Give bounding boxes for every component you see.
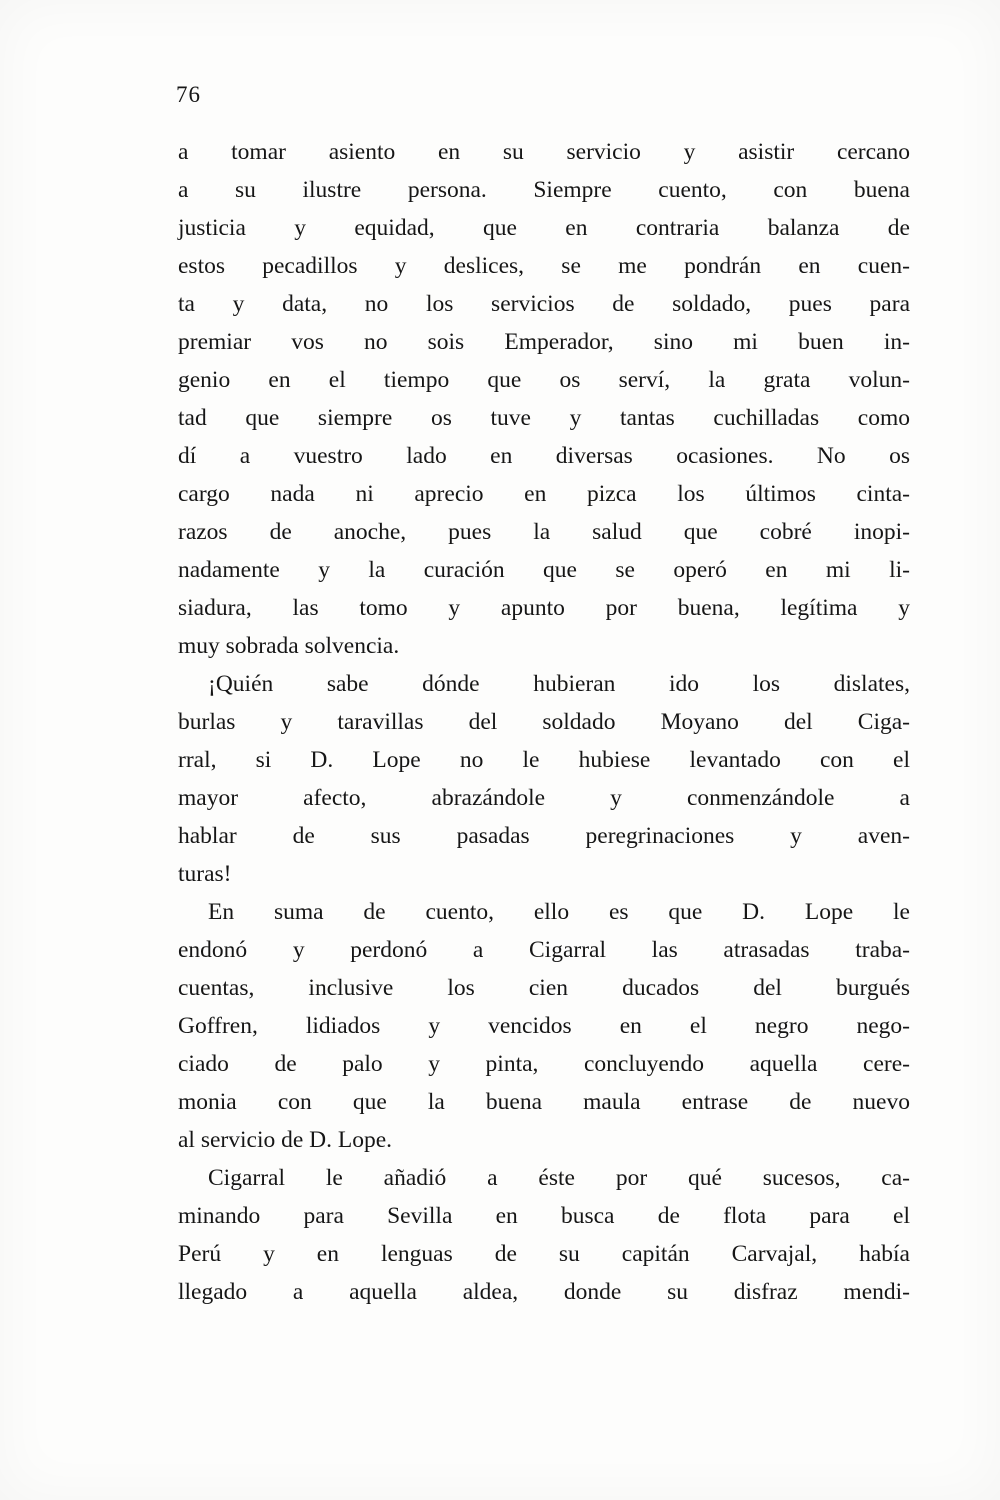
text-line: al servicio de D. Lope.: [178, 1127, 393, 1153]
text-line: a tomar asiento en su servicio y asistir cercano: [178, 139, 910, 165]
text-line: dí a vuestro lado en diversas ocasiones. No os: [178, 443, 910, 469]
paragraph: [178, 665, 910, 893]
text-line: genio en el tiempo que os serví, la grata volun-: [178, 367, 910, 393]
text-line: cuentas, inclusive los cien ducados del burgués: [178, 975, 910, 1001]
text-line: nadamente y la curación que se operó en mi li-: [178, 557, 910, 583]
text-line: mayor afecto, abrazándole y conmenzándole a: [178, 785, 910, 811]
text-line: a su ilustre persona. Siempre cuento, con buena: [178, 177, 910, 203]
text-line: turas!: [178, 861, 232, 887]
paragraph: [178, 893, 910, 1159]
paragraph: [178, 1159, 910, 1311]
text-line: ¡Quién sabe dónde hubieran ido los dislates,: [208, 671, 910, 697]
text-line: burlas y taravillas del soldado Moyano del Ciga-: [178, 709, 910, 735]
page-number: 76: [176, 82, 201, 107]
text-line: ta y data, no los servicios de soldado, pues para: [178, 291, 910, 317]
text-line: Cigarral le añadió a éste por qué sucesos, ca-: [208, 1165, 910, 1191]
text-line: siadura, las tomo y apunto por buena, legítima y: [178, 595, 910, 621]
paragraph: [178, 133, 910, 665]
text-line: razos de anoche, pues la salud que cobré inopi-: [178, 519, 910, 545]
text-line: premiar vos no sois Emperador, sino mi buen in-: [178, 329, 910, 355]
text-line: muy sobrada solvencia.: [178, 633, 400, 659]
text-line: monia con que la buena maula entrase de nuevo: [178, 1089, 910, 1115]
text-line: Perú y en lenguas de su capitán Carvajal, había: [178, 1241, 910, 1267]
text-line: llegado a aquella aldea, donde su disfraz mendi-: [178, 1279, 910, 1305]
text-line: rral, si D. Lope no le hubiese levantado con el: [178, 747, 910, 773]
text-line: minando para Sevilla en busca de flota para el: [178, 1203, 910, 1229]
text-line: hablar de sus pasadas peregrinaciones y aven-: [178, 823, 910, 849]
text-line: estos pecadillos y deslices, se me pondrán en cuen-: [178, 253, 910, 279]
page-paragraphs: [178, 133, 910, 1311]
text-line: Goffren, lidiados y vencidos en el negro nego-: [178, 1013, 910, 1039]
text-line: En suma de cuento, ello es que D. Lope le: [208, 899, 910, 925]
text-line: ciado de palo y pinta, concluyendo aquella cere-: [178, 1051, 910, 1077]
text-line: cargo nada ni aprecio en pizca los últimos cinta-: [178, 481, 910, 507]
text-line: tad que siempre os tuve y tantas cuchilladas como: [178, 405, 910, 431]
text-line: endonó y perdonó a Cigarral las atrasadas traba-: [178, 937, 910, 963]
text-line: justicia y equidad, que en contraria balanza de: [178, 215, 910, 241]
